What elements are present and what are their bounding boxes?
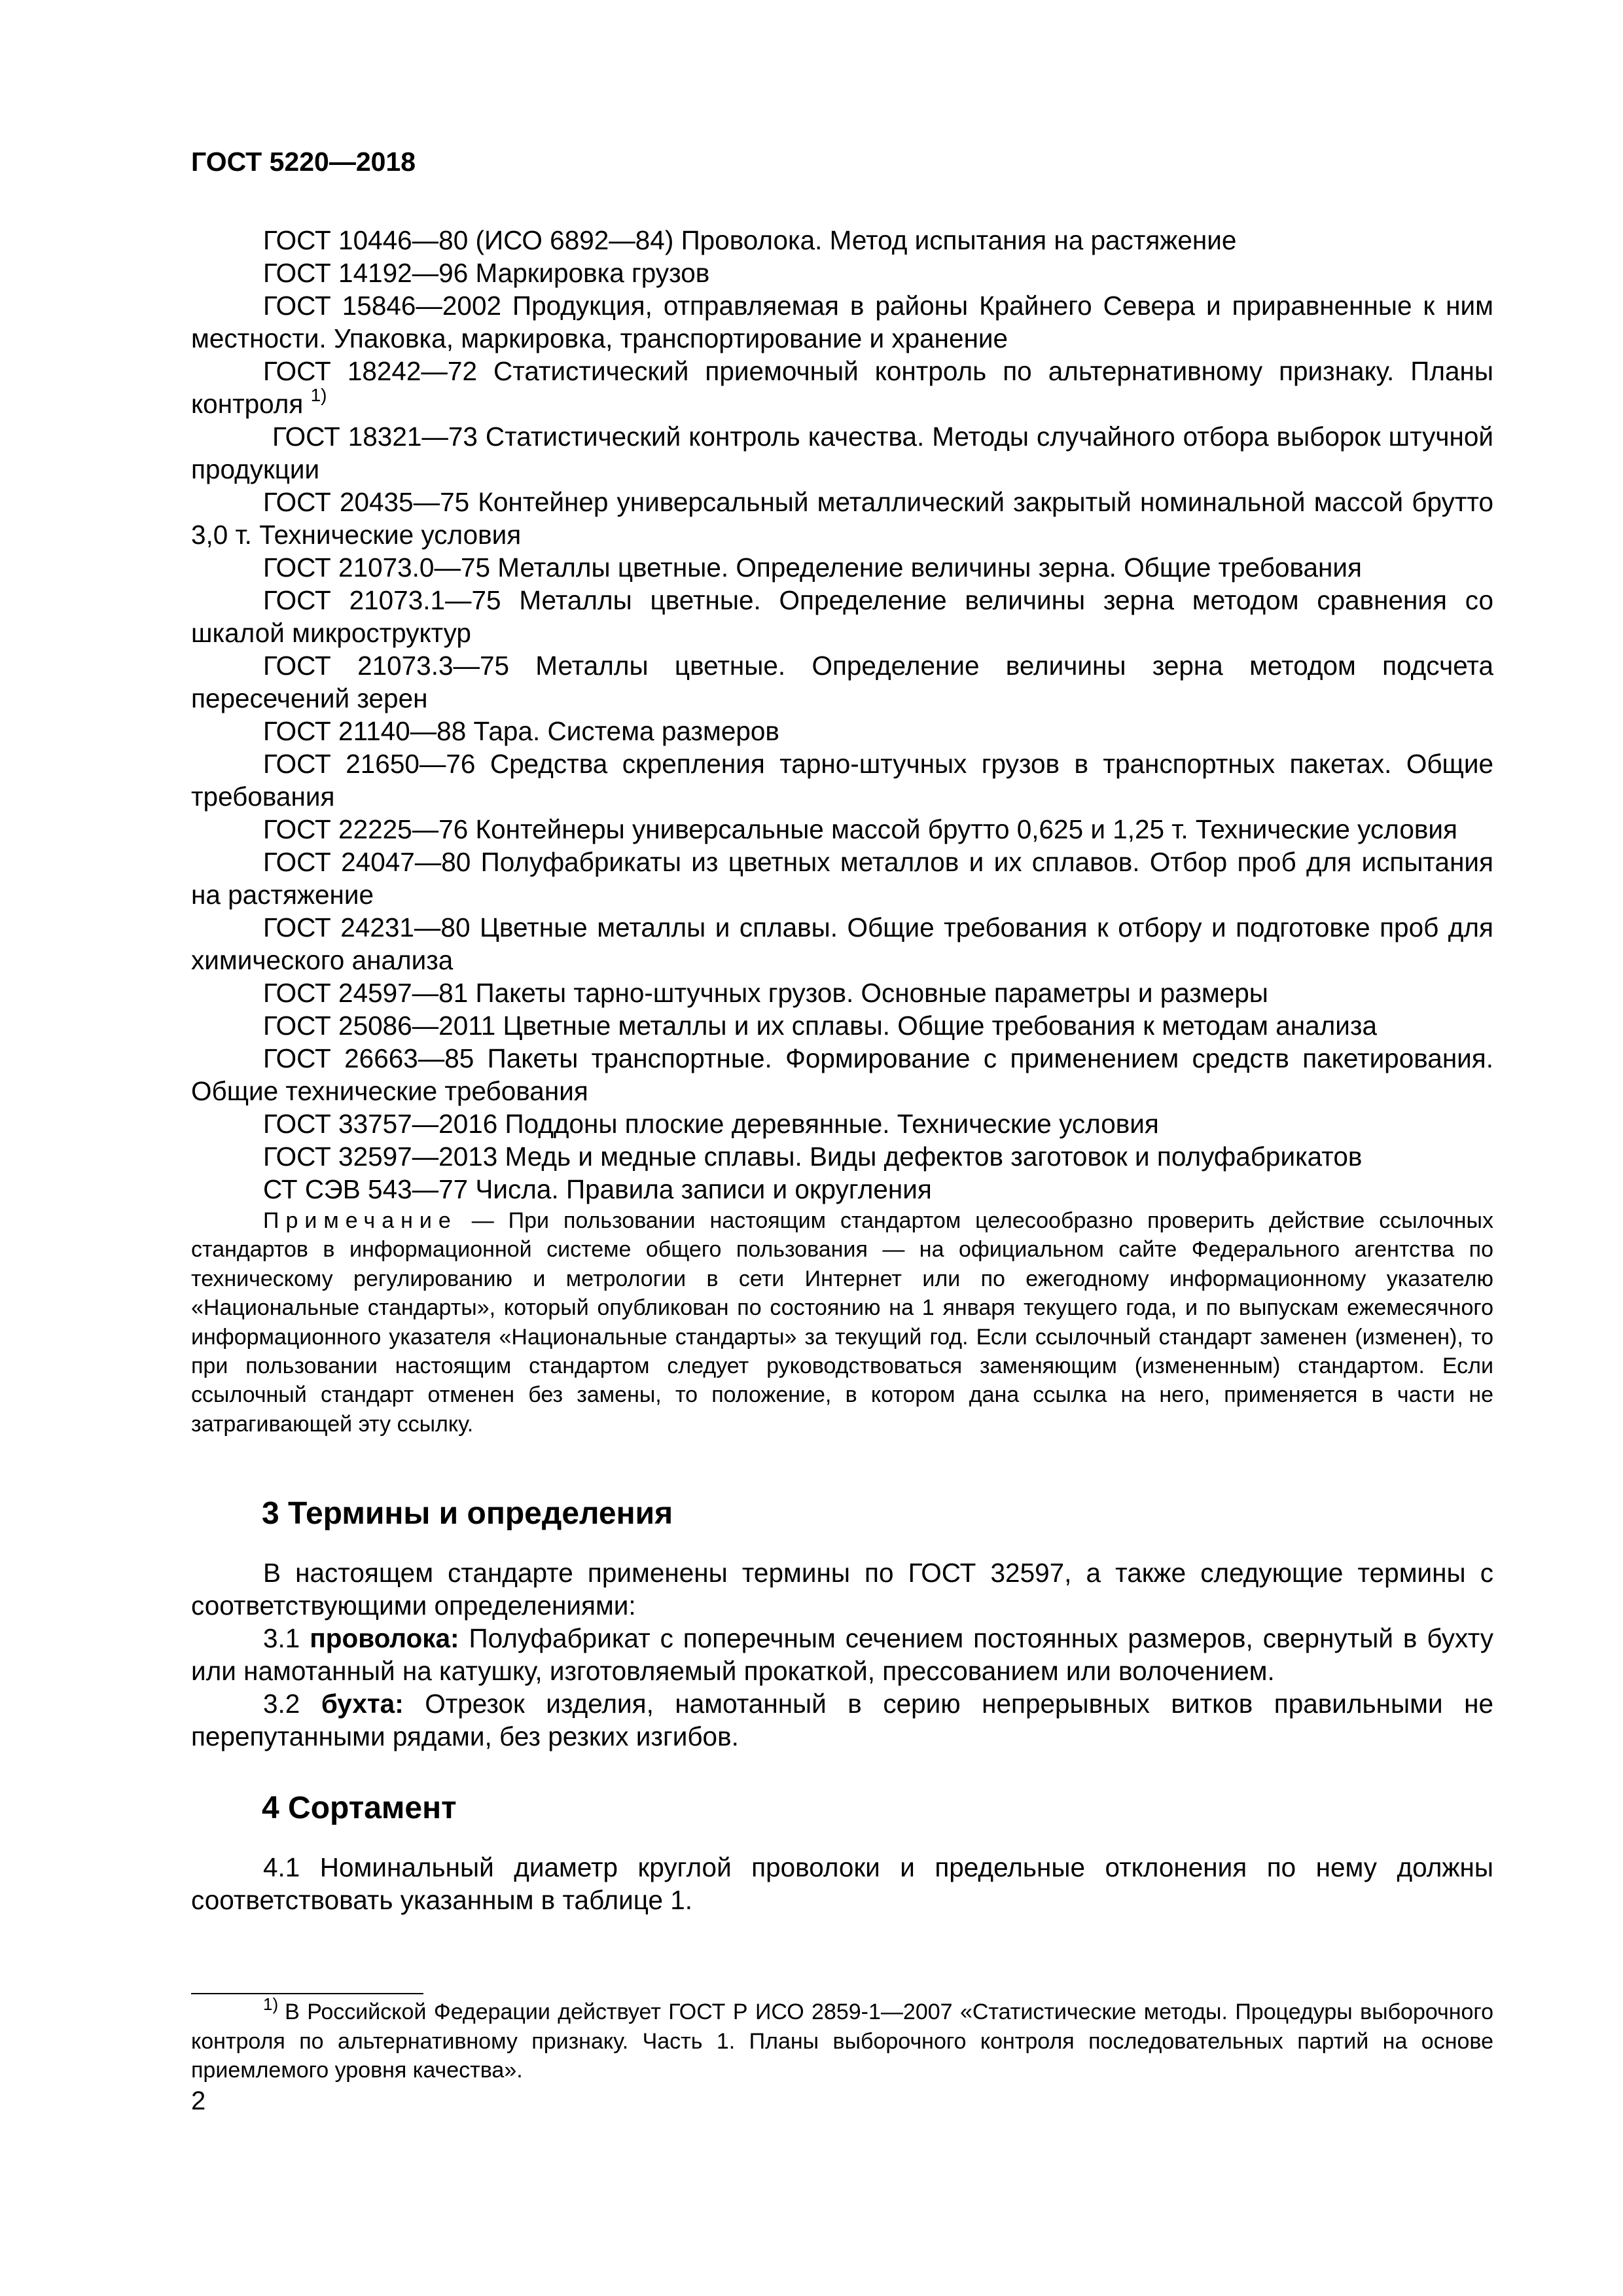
- note-dash: —: [457, 1208, 508, 1233]
- footnote: [191, 1994, 1493, 2085]
- reference-item: ГОСТ 20435—75 Контейнер универсальный металлический закрытый номинальной массой брутто 3,0 т. Технические условия: [191, 487, 1493, 550]
- footnote-text: В Российской Федерации действует ГОСТ Р ИСО 2859-1—2007 «Статистические методы. Процедуры выборочного контроля по альтернативному признаку. Часть 1. Планы выборочного контроля последовательных партий на основе приемлемого уровня качества».: [191, 2000, 1493, 2083]
- footnote-mark: 1): [263, 1994, 279, 2014]
- reference-item: ГОСТ 18321—73 Статистический контроль качества. Методы случайного отбора выборок штучной продукции: [191, 422, 1493, 484]
- reference-item: ГОСТ 10446—80 (ИСО 6892—84) Проволока. Метод испытания на растяжение: [263, 225, 1237, 255]
- term-number: 3.2: [263, 1689, 321, 1719]
- note-label: Примечание: [263, 1208, 457, 1233]
- footnote-ref[interactable]: 1): [310, 385, 327, 405]
- note-paragraph: [191, 1206, 1493, 1439]
- section-4-body: [191, 1851, 1493, 1916]
- reference-item: ГОСТ 24047—80 Полуфабрикаты из цветных металлов и их сплавов. Отбор проб для испытания на растяжение: [191, 847, 1493, 910]
- reference-item: ГОСТ 24597—81 Пакеты тарно-штучных грузов. Основные параметры и размеры: [263, 978, 1268, 1008]
- reference-item: ГОСТ 21650—76 Средства скрепления тарно-штучных грузов в транспортных пакетах. Общие требования: [191, 749, 1493, 812]
- term-definition: [191, 1687, 1493, 1753]
- reference-item: ГОСТ 14192—96 Маркировка грузов: [263, 258, 710, 288]
- reference-item: ГОСТ 21073.0—75 Металлы цветные. Определение величины зерна. Общие требования: [263, 552, 1362, 583]
- reference-item: ГОСТ 24231—80 Цветные металлы и сплавы. Общие требования к отбору и подготовке проб для химического анализа: [191, 912, 1493, 975]
- section-3-title: 3 Термины и определения: [262, 1496, 673, 1531]
- footnote-divider: [191, 1993, 423, 1994]
- reference-item: ГОСТ 21140—88 Тара. Система размеров: [263, 716, 779, 746]
- reference-item: ГОСТ 26663—85 Пакеты транспортные. Формирование с применением средств пакетирования. Общие технические требования: [191, 1043, 1493, 1106]
- section-4-paragraph: 4.1 Номинальный диаметр круглой проволоки и предельные отклонения по нему должны соответствовать указанным в таблице 1.: [191, 1852, 1493, 1915]
- term-name: проволока:: [310, 1623, 459, 1653]
- reference-item: ГОСТ 25086—2011 Цветные металлы и их сплавы. Общие требования к методам анализа: [263, 1011, 1378, 1041]
- term-text: Отрезок изделия, намотанный в серию непрерывных витков правильными не перепутанными рядами, без резких изгибов.: [191, 1689, 1493, 1751]
- reference-item: ГОСТ 22225—76 Контейнеры универсальные массой брутто 0,625 и 1,25 т. Технические условия: [263, 814, 1457, 844]
- reference-text: ГОСТ 18242—72 Статистический приемочный контроль по альтернативному признаку. Планы контроля: [191, 356, 1493, 419]
- reference-item: ГОСТ 21073.3—75 Металлы цветные. Определение величины зерна методом подсчета пересечений зерен: [191, 651, 1493, 713]
- references-list: [191, 224, 1493, 1206]
- note-text: При пользовании настоящим стандартом целесообразно проверить действие ссылочных стандартов в информационной системе общего пользования — на официальном сайте Федерального агентства по техническому регулированию и метрологии в сети Интернет или по ежегодному информационному указателю «Национальные стандарты», который опубликован по состоянию на 1 января текущего года, и по выпускам ежемесячного информационного указателя «Национальные стандарты» за текущий год. Если ссылочный стандарт заменен (изменен), то при пользовании настоящим стандартом следует руководствоваться заменяющим (измененным) стандартом. Если ссылочный стандарт отменен без замены, то положение, в котором дана ссылка на него, применяется в части не затрагивающей эту ссылку.: [191, 1208, 1493, 1437]
- reference-item: [191, 355, 1493, 420]
- term-definition: [191, 1622, 1493, 1687]
- term-number: 3.1: [263, 1623, 310, 1653]
- term-name: бухта:: [321, 1689, 404, 1719]
- section-3-body: [191, 1556, 1493, 1753]
- document-header-id: ГОСТ 5220—2018: [191, 147, 416, 177]
- reference-item: ГОСТ 32597—2013 Медь и медные сплавы. Виды дефектов заготовок и полуфабрикатов: [263, 1141, 1363, 1172]
- section-3-intro: В настоящем стандарте применены термины по ГОСТ 32597, а также следующие термины с соответствующими определениями:: [191, 1558, 1493, 1621]
- section-4-title: 4 Сортамент: [262, 1791, 457, 1825]
- reference-item: ГОСТ 33757—2016 Поддоны плоские деревянные. Технические условия: [263, 1109, 1159, 1139]
- reference-item: СТ СЭВ 543—77 Числа. Правила записи и округления: [263, 1174, 932, 1204]
- reference-item: ГОСТ 21073.1—75 Металлы цветные. Определение величины зерна методом сравнения со шкалой микроструктур: [191, 585, 1493, 648]
- page-number: 2: [191, 2087, 206, 2115]
- term-text: Полуфабрикат с поперечным сечением постоянных размеров, свернутый в бухту или намотанный на катушку, изготовляемый прокаткой, прессованием или волочением.: [191, 1623, 1494, 1686]
- reference-item: ГОСТ 15846—2002 Продукция, отправляемая в районы Крайнего Севера и приравненные к ним местности. Упаковка, маркировка, транспортирование и хранение: [191, 291, 1493, 353]
